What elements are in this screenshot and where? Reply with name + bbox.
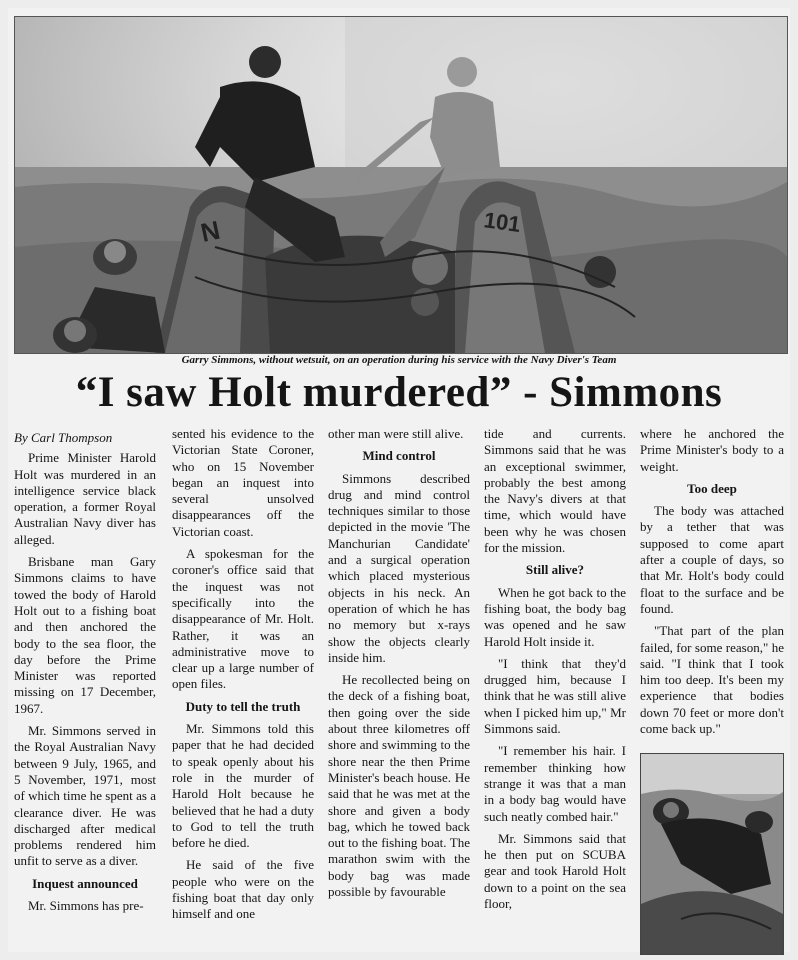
paragraph: "I think that they'd drugged him, because I think that he was still alive when I picked him up," Mr Simmons said. — [484, 655, 626, 737]
article-column-1 — [14, 426, 156, 920]
article-column-3 — [328, 426, 470, 906]
diver-inset-photo — [640, 753, 784, 955]
subheading: Duty to tell the truth — [185, 698, 301, 714]
paragraph: where he anchored the Prime Minister's body to a weight. — [640, 426, 784, 474]
paragraph: He said of the five people who were on the fishing boat that day only himself and one — [172, 857, 314, 922]
paragraph: Mr. Simmons told this paper that he had decided to speak openly about his role in the murder of Harold Holt because he believed that he had a duty to God to tell the truth before he died. — [172, 721, 314, 851]
paragraph: Mr. Simmons served in the Royal Australian Navy between 9 July, 1965, and 5 November, 1971, most of which time he spent as a clearance diver. He was discharged after medical problems rendered him unfit to serve as a diver. — [14, 723, 156, 869]
diver-photo — [14, 16, 788, 354]
headline: “I saw Holt murdered” - Simmons — [75, 369, 723, 416]
paragraph: Simmons described drug and mind control techniques similar to those depicted in the movie 'The Manchurian Candidate' and a surgical operation which placed mysterious objects in his neck. An operation of which he has no memory but x-rays show the objects clearly inside him. — [328, 470, 470, 665]
newspaper-page — [8, 8, 790, 952]
paragraph: He recollected being on the deck of a fishing boat, then going over the side about three kilometres off shore and swimming to the shore near the then Prime Minister's beach house. He said that he was met at the shore and given a body bag, which he towed back out to the fishing boat. The marathon swim with the body bag was made possible by favourable — [328, 672, 470, 900]
subheading: Mind control — [362, 448, 436, 464]
subheading: Still alive? — [525, 562, 585, 578]
byline: By Carl Thompson — [14, 430, 113, 445]
paragraph: Prime Minister Harold Holt was murdered in an intelligence service black operation, a former Royal Australian Navy diver has alleged. — [14, 450, 156, 547]
diver-photo-illustration — [15, 17, 787, 353]
hull-right-number: 101 — [482, 207, 523, 238]
paragraph: "I remember his hair. I remember thinking how strange it was that a man in a body bag would have such neatly combed hair." — [484, 743, 626, 824]
subheading: Too deep — [687, 480, 737, 496]
photo-caption: Garry Simmons, without wetsuit, on an operation during his service with the Navy Diver's Team — [181, 354, 617, 366]
paragraph: "That part of the plan failed, for some reason," he said. "I think that I took him too deep. It's been my experience that bodies down 70 feet or more don't come back up." — [640, 623, 784, 737]
paragraph: tide and currents. Simmons said that he was an exceptional swimmer, probably the best among the Navy's divers at that time, which would have been why he was chosen for the mission. — [484, 426, 626, 556]
paragraph: Mr. Simmons has pre- — [28, 898, 144, 914]
paragraph: When he got back to the fishing boat, the body bag was opened and he saw Harold Holt inside it. — [484, 584, 626, 649]
paragraph: A spokesman for the coroner's office said that the inquest was not specifically into the disappearance of Mr. Holt. Rather, it was an administrative move to clear up a large number of open files. — [172, 546, 314, 692]
paragraph: sented his evidence to the Victorian State Coroner, who on 15 November began an inquest into several unsolved disappearances off the Victorian coast. — [172, 426, 314, 539]
paragraph: Brisbane man Gary Simmons claims to have towed the body of Harold Holt out to a fishing boat and then anchored the body to the sea floor, the day before the Prime Minister was reported missing on 17 December, 1967. — [14, 554, 156, 716]
subheading: Inquest announced — [32, 875, 138, 891]
hull-left-number: N — [198, 214, 223, 248]
paragraph: The body was attached by a tether that was supposed to come apart after a couple of days, so that Mr. Holt's body could float to the surface and be found. — [640, 503, 784, 616]
article-column-2 — [172, 426, 314, 929]
paragraph: Mr. Simmons said that he then put on SCUBA gear and took Harold Holt down to a point on the sea floor, — [484, 830, 626, 912]
diver-inset-illustration — [641, 754, 783, 954]
article-column-5 — [640, 426, 784, 743]
paragraph: other man were still alive. — [328, 426, 464, 441]
article-column-4 — [484, 426, 626, 918]
